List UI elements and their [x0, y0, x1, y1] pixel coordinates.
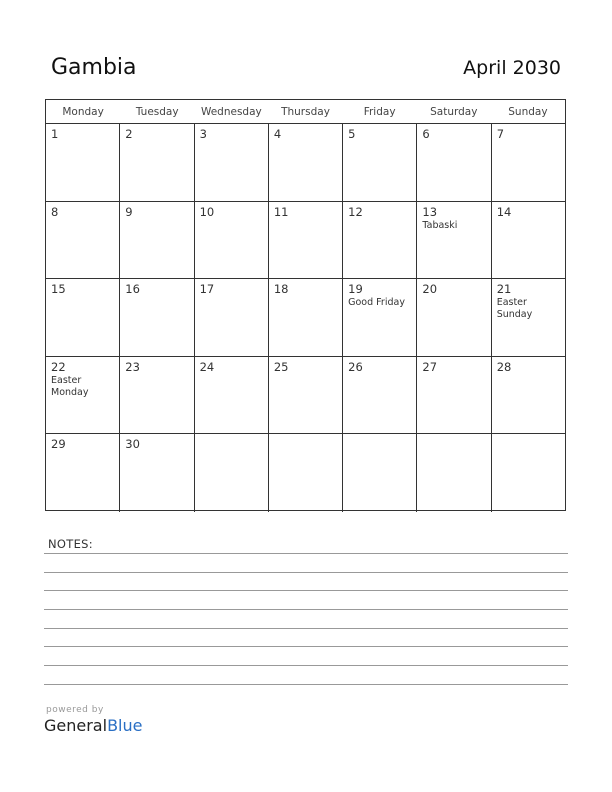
day-number: 21	[496, 282, 512, 297]
day-cell[interactable]	[492, 279, 565, 356]
note-line	[44, 609, 568, 610]
day-cell[interactable]	[343, 279, 417, 356]
day-cell[interactable]	[417, 434, 491, 512]
day-number: 7	[496, 127, 505, 141]
day-cell[interactable]	[343, 202, 417, 279]
weekday-friday: Friday	[363, 106, 396, 118]
note-line	[44, 572, 568, 573]
day-number: 26	[348, 359, 363, 374]
day-number: 17	[199, 282, 215, 297]
day-number: 13	[422, 204, 438, 219]
day-cell[interactable]	[195, 357, 269, 434]
day-cell[interactable]	[120, 434, 194, 512]
day-cell[interactable]	[120, 124, 194, 201]
generalblue-logo[interactable]	[44, 716, 142, 735]
day-number: 23	[125, 359, 140, 374]
day-number: 5	[348, 127, 356, 141]
holiday-label: Tabaski	[422, 219, 458, 231]
holiday-label: Good Friday	[348, 297, 405, 309]
day-cell[interactable]	[417, 202, 491, 279]
day-cell[interactable]	[343, 124, 417, 201]
day-cell[interactable]	[46, 434, 120, 512]
day-cell[interactable]	[492, 357, 565, 434]
week-row	[46, 202, 565, 280]
day-cell[interactable]	[269, 357, 343, 434]
note-line	[44, 646, 568, 647]
day-cell[interactable]	[195, 434, 269, 512]
brand-general-text: General	[44, 716, 108, 735]
note-line	[44, 590, 568, 591]
weekday-sunday: Sunday	[508, 106, 548, 118]
day-number: 8	[51, 204, 59, 219]
day-number: 10	[199, 204, 215, 219]
day-number: 16	[125, 282, 140, 297]
day-number: 2	[125, 127, 133, 141]
day-cell[interactable]	[269, 279, 343, 356]
powered-by-text: powered by	[46, 705, 104, 715]
country-title: Gambia	[51, 55, 137, 80]
weekday-saturday: Saturday	[430, 106, 478, 118]
weekday-header-row	[46, 100, 565, 124]
day-cell[interactable]	[269, 434, 343, 512]
day-number: 19	[348, 282, 363, 297]
month-title: April 2030	[463, 57, 561, 79]
day-number: 29	[51, 437, 66, 452]
day-cell[interactable]	[269, 202, 343, 279]
note-line	[44, 665, 568, 666]
day-cell[interactable]	[343, 357, 417, 434]
day-number: 28	[496, 359, 512, 374]
day-number: 24	[199, 359, 215, 374]
day-number: 14	[496, 204, 512, 219]
week-row	[46, 434, 565, 512]
day-number: 6	[422, 127, 430, 141]
day-cell[interactable]	[120, 357, 194, 434]
day-number: 12	[348, 204, 363, 219]
week-row	[46, 279, 565, 357]
notes-label: NOTES:	[48, 537, 93, 551]
day-number: 9	[125, 204, 133, 219]
holiday-label: Easter Sunday	[496, 297, 533, 321]
day-number: 25	[273, 359, 289, 374]
day-number: 20	[422, 282, 438, 297]
day-cell[interactable]	[269, 124, 343, 201]
day-cell[interactable]	[120, 202, 194, 279]
brand-blue-text: Blue	[107, 716, 143, 735]
day-cell[interactable]	[492, 202, 565, 279]
day-cell[interactable]	[417, 124, 491, 201]
day-cell[interactable]	[343, 434, 417, 512]
day-number: 15	[51, 282, 66, 297]
day-number: 11	[273, 204, 289, 219]
day-cell[interactable]	[46, 124, 120, 201]
day-cell[interactable]	[46, 202, 120, 279]
note-line	[44, 684, 568, 685]
day-number: 1	[51, 127, 59, 141]
day-number: 30	[125, 437, 140, 452]
week-row	[46, 357, 565, 435]
note-line	[44, 628, 568, 629]
day-cell[interactable]	[492, 124, 565, 201]
day-cell[interactable]	[417, 357, 491, 434]
day-cell[interactable]	[195, 124, 269, 201]
day-cell[interactable]	[195, 202, 269, 279]
day-number: 18	[273, 282, 289, 297]
day-cell[interactable]	[120, 279, 194, 356]
calendar-grid	[45, 99, 566, 511]
day-cell[interactable]	[492, 434, 565, 512]
weekday-tuesday: Tuesday	[135, 106, 179, 118]
weekday-wednesday: Wednesday	[200, 106, 262, 118]
day-number: 3	[199, 127, 207, 141]
day-cell[interactable]	[46, 279, 120, 356]
day-number: 4	[273, 127, 282, 141]
day-number: 22	[51, 359, 66, 374]
day-cell[interactable]	[46, 357, 120, 434]
weekday-monday: Monday	[62, 106, 104, 118]
note-line	[44, 553, 568, 554]
day-cell[interactable]	[195, 279, 269, 356]
day-number: 27	[422, 359, 438, 374]
weekday-thursday: Thursday	[281, 106, 330, 118]
holiday-label: Easter Monday	[51, 374, 89, 398]
week-row	[46, 124, 565, 202]
day-cell[interactable]	[417, 279, 491, 356]
